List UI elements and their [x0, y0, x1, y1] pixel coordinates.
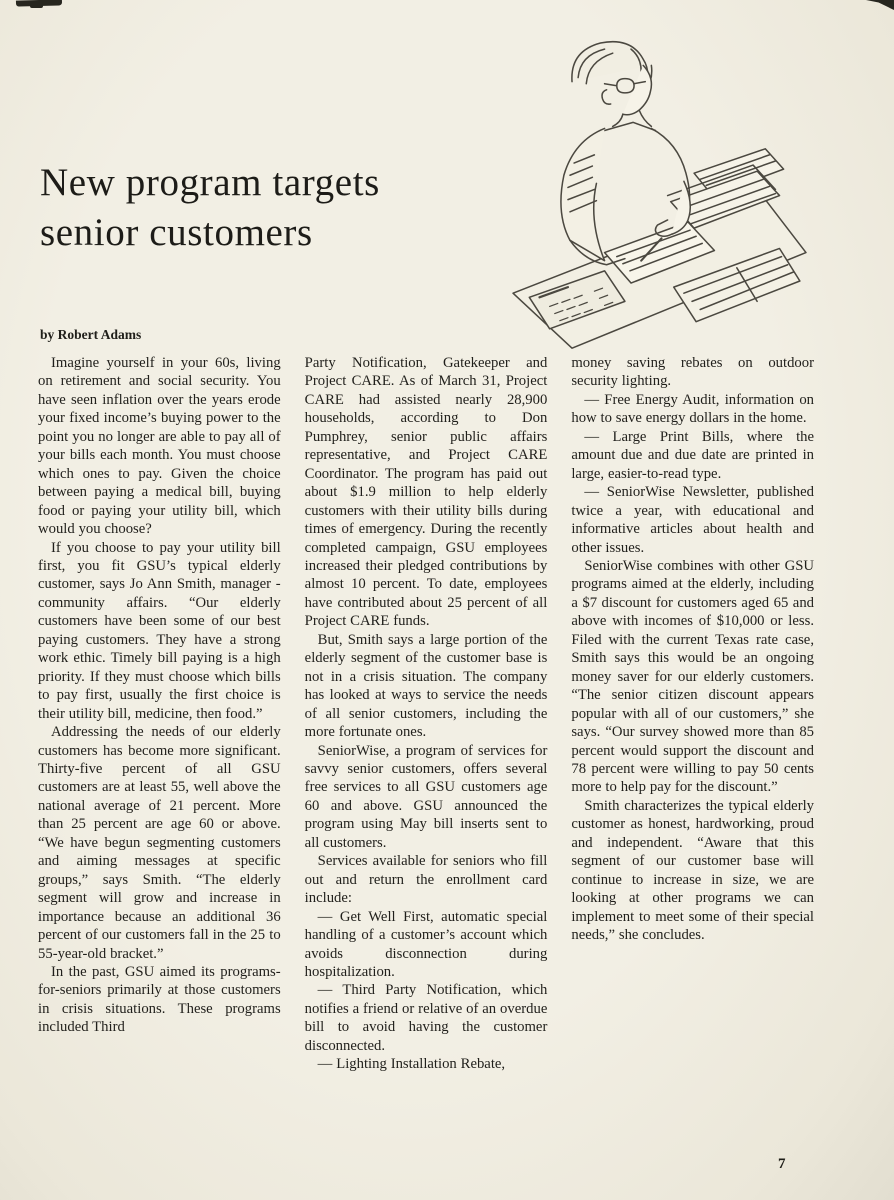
paragraph: — SeniorWise Newsletter, published twice a year, with educational and informative articles about health and other issues. — [571, 484, 815, 556]
paragraph: SeniorWise combines with other GSU programs aimed at the elderly, including a $7 discount for customers aged 65 and above with incomes of $10,000 or less. Filed with the current Texas rate case, Smith says this would be an ongoing money saver for our elderly customers. “The senior citizen discount appears popular with all of our customers,” she says. “Our survey showed more than 85 percent would support the discount and 78 percent were willing to pay 50 cents more to help pay for the discount.” — [571, 557, 815, 796]
page-number: 7 — [778, 1156, 786, 1172]
paragraph: If you choose to pay your utility bill first, you fit GSU’s typical elderly customer, says Jo Ann Smith, manager - community affairs. “Our elderly customers have been some of our best paying customers. They have a strong work ethic. Timely bill paying is a high priority. If they must choose which bills to pay first, usually the first choice is their utility bill, medicine, then food.” — [38, 539, 281, 722]
paragraph: Smith characterizes the typical elderly customer as honest, hardworking, proud and independent. “Aware that this segment of our customer base will continue to increase in size, we are looking at other programs we can implement to meet some of their special needs,” she concludes. — [571, 797, 815, 944]
paragraph: money saving rebates on outdoor security lighting. — [571, 355, 815, 390]
scan-artifact — [30, 4, 43, 8]
page-title — [40, 158, 480, 258]
paragraph: Party Notification, Gatekeeper and Project CARE. As of March 31, Project CARE had assisted nearly 28,900 households, according to Don Pumphrey, senior public affairs representative, and Project CARE Coordinator. The program has paid out about $1.9 million to help elderly customers with their utility bills during times of emergency. During the recently completed campaign, GSU employees increased their pledged contributions by almost 10 percent. To date, employees have contributed about 25 percent of all Project CARE funds. — [304, 355, 548, 630]
title-line-1: New program targets — [40, 161, 380, 204]
article-column-2 — [305, 354, 548, 1074]
paragraph: — Third Party Notification, which notifies a friend or relative of an overdue bill to avoid having the customer disconnected. — [304, 982, 548, 1054]
article-body — [38, 354, 814, 1074]
paragraph: Imagine yourself in your 60s, living on retirement and social security. You have seen inflation over the years erode your fixed income’s buying power to the point you no longer are able to pay all of your bills each month. You must choose which ones to pay. Given the choice between paying a medical bill, buying food or paying your utility bill, which would you choose? — [38, 355, 281, 538]
article-column-3 — [571, 354, 814, 1074]
paragraph: — Lighting Installation Rebate, — [317, 1056, 506, 1073]
byline: by Robert Adams — [40, 327, 142, 342]
title-line-2: senior customers — [40, 211, 313, 254]
paragraph: Addressing the needs of our elderly customers has become more significant. Thirty-five percent of all GSU customers are at least 55, well above the national average of 21 percent. More than 25 percent are age 60 or above. “We have begun segmenting customers and aiming messages at specific groups,” says Smith. “The elderly segment will grow and increase in importance because an additional 36 percent of our customers fall in the 25 to 55-year-old bracket.” — [38, 724, 281, 962]
paragraph: But, Smith says a large portion of the elderly segment of the customer base is not in a crisis situation. The company has looked at ways to service the needs of all senior customers, including the more fortunate ones. — [304, 631, 548, 741]
scan-artifact — [866, 0, 894, 10]
article-column-1 — [38, 354, 281, 1074]
paragraph: — Get Well First, automatic special handling of a customer’s account which avoids disconnection during hospitalization. — [304, 908, 548, 980]
paragraph: — Large Print Bills, where the amount due and due date are printed in large, easier-to-read type. — [571, 428, 815, 482]
paragraph: In the past, GSU aimed its programs-for-seniors primarily at those customers in crisis situations. These programs included Third — [38, 963, 281, 1036]
paragraph: SeniorWise, a program of services for savvy senior customers, offers several free services to all GSU customers age 60 and above. GSU announced the program using May bill inserts sent to all customers. — [304, 742, 548, 851]
paragraph: Services available for seniors who fill out and return the enrollment card include: — [304, 853, 548, 907]
paragraph: — Free Energy Audit, information on how to save energy dollars in the home. — [571, 391, 815, 427]
senior-woman-writing-illustration — [452, 20, 808, 362]
